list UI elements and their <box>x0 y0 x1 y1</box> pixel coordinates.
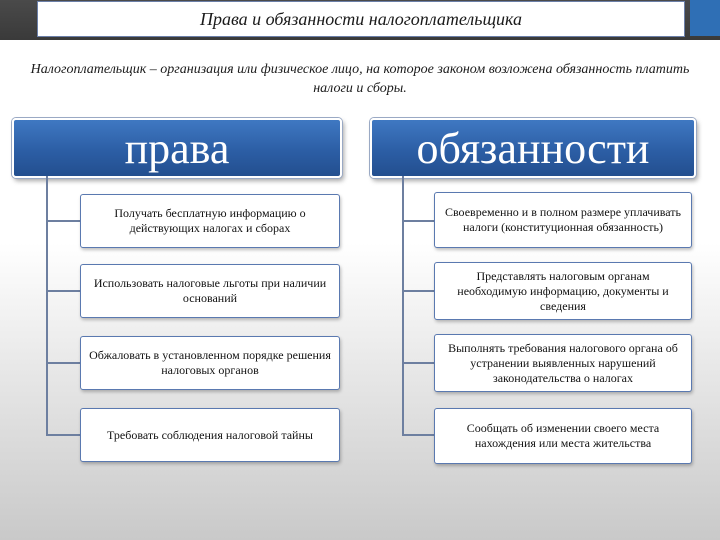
rights-item: Использовать налоговые льготы при наличии оснований <box>80 264 340 318</box>
accent-bar <box>690 0 720 36</box>
rights-branch-line <box>46 290 80 292</box>
duties-item: Своевременно и в полном размере уплачивать налоги (конституционная обязанность) <box>434 192 692 248</box>
duties-item: Представлять налоговым органам необходимую информацию, документы и сведения <box>434 262 692 320</box>
rights-branch-line <box>46 220 80 222</box>
rights-item: Требовать соблюдения налоговой тайны <box>80 408 340 462</box>
rights-item: Обжаловать в установленном порядке решения налоговых органов <box>80 336 340 390</box>
duties-branch-line <box>402 220 434 222</box>
slide-title: Права и обязанности налогоплательщика <box>37 1 685 37</box>
rights-branch-line <box>46 362 80 364</box>
definition-text: Налогоплательщик – организация или физическое лицо, на которое законом возложена обязанность платить налоги и сборы. <box>30 62 690 96</box>
duties-branch-line <box>402 290 434 292</box>
duties-item: Сообщать об изменении своего места нахождения или места жительства <box>434 408 692 464</box>
duties-item: Выполнять требования налогового органа об устранении выявленных нарушений законодательства о налогах <box>434 334 692 392</box>
rights-header: права <box>12 118 342 178</box>
duties-branch-line <box>402 362 434 364</box>
rights-item: Получать бесплатную информацию о действующих налогах и сборах <box>80 194 340 248</box>
rights-branch-line <box>46 434 80 436</box>
duties-trunk-line <box>402 176 404 436</box>
rights-trunk-line <box>46 176 48 436</box>
duties-branch-line <box>402 434 434 436</box>
duties-header: обязанности <box>370 118 696 178</box>
